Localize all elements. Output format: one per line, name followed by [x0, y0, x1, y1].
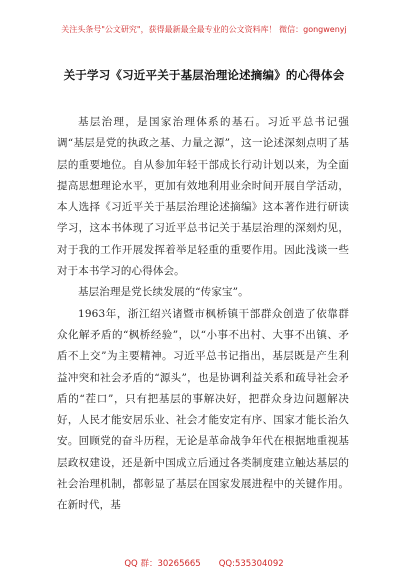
document-title: 关于学习《习近平关于基层治理论述摘编》的心得体会: [63, 68, 345, 82]
paragraph-intro: 基层治理，是国家治理体系的基石。习近平总书记强调“基层是党的执政之基、力量之源”，这一论述深刻点明了基层的重要地位。自从参加年轻干部成长行动计划以来，为全面提高思想理论水平，更加有效地利用业余时间开展自学活动，本人选择《习近平关于基层治理论述摘编》这本著作进行研读学习，这本书体现了习近平总书记关于基层治理的深刻灼见，对于我的工作开展发挥着举足轻重的重要作用。因此浅谈一些对于本书学习的心得体会。: [57, 116, 349, 278]
paragraph-fengqiao: 1963年，浙江绍兴诸暨市枫桥镇干部群众创造了依靠群众化解矛盾的“枫桥经验”，以“小事不出村、大事不出镇、矛盾不上交”为主要精神。习近平总书记指出，基层既是产生利益冲突和社会矛盾的“源头”，也是协调利益关系和疏导社会矛盾的“茬口”，只有把基层的事解决好，把群众身边问题解决好，人民才能安居乐业、社会才能安定有序、国家才能长治久安。回顾党的奋斗历程，无论是革命战争年代在根据地重视基层政权建设，还是新中国成立后通过各类制度建立触达基层的社会治理机制，都彰显了基层在国家发展进程中的关键作用。在新时代，基: [57, 307, 349, 512]
qq-group-text: QQ 群：30265665: [124, 559, 201, 569]
document-body: [57, 112, 349, 517]
qq-text: QQ:535304092: [218, 559, 284, 569]
contact-footer: [0, 559, 408, 570]
paragraph-subheading: 基层治理是党长续发展的“传家宝”。: [78, 286, 249, 299]
promo-banner: 关注头条号"公文研究"，获得最新最全最专业的公文资料库！ 微信：gongwenyj: [61, 25, 347, 34]
